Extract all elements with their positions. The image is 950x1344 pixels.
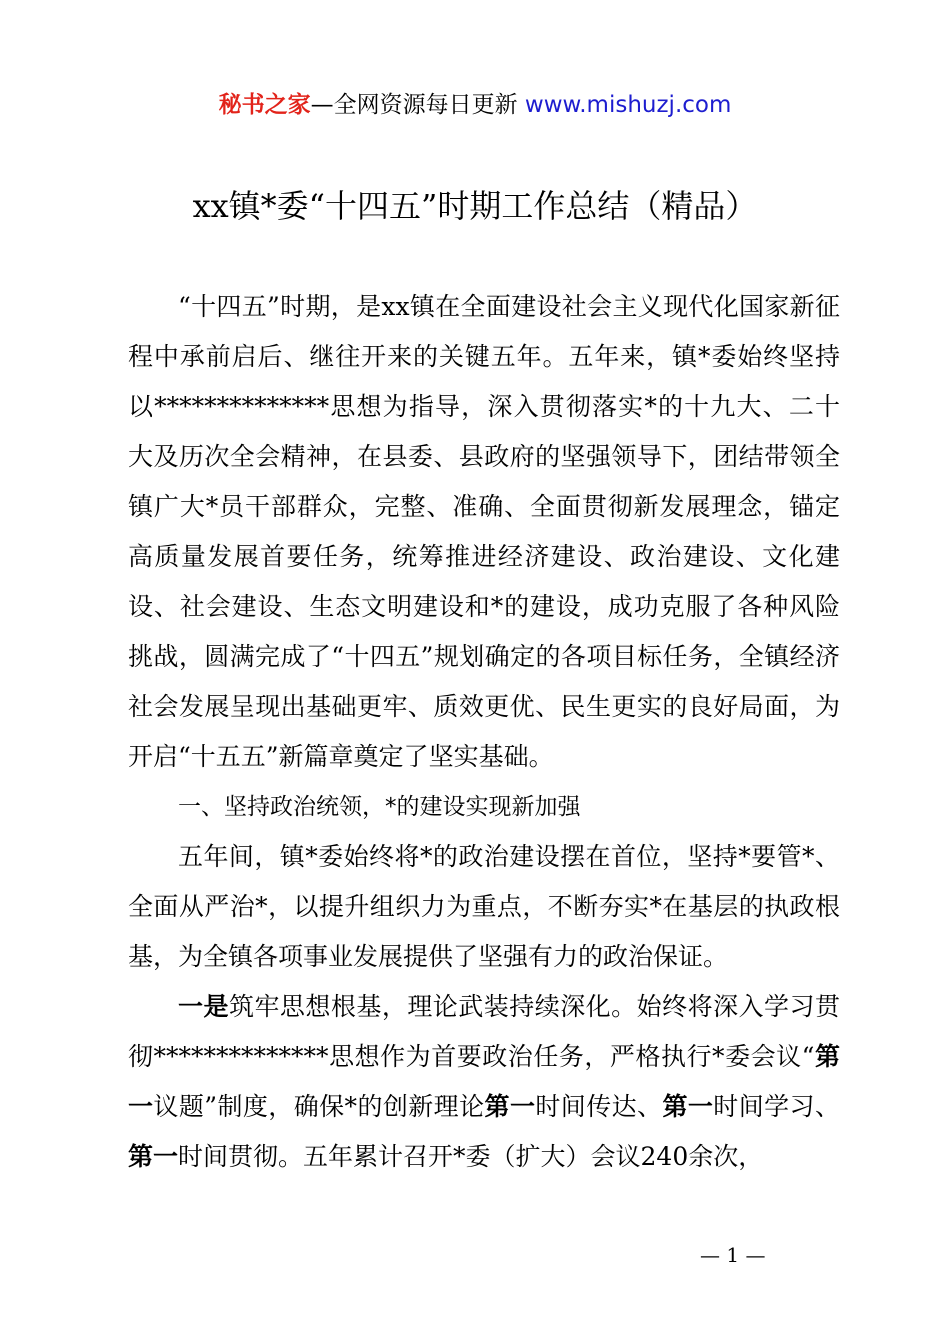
point-text: 议题”制度，确保*的创新理论 <box>153 1092 485 1121</box>
banner-brand: 秘书之家 <box>218 92 311 118</box>
point-emphasis: 第一 <box>662 1092 714 1121</box>
intro-paragraph: “十四五”时期，是xx镇在全面建设社会主义现代化国家新征程中承前启后、继往开来的关键五年。五年来，镇*委始终坚持以**************思想为指导，深入贯彻落实*的十九大、二十大及历次全会精神，在县委、县政府的坚强领导下，团结带领全镇广大*员干部群众，完整、准确、全面贯彻新发展理念，锚定高质量发展首要任务，统筹推进经济建设、政治建设、文化建设、社会建设、生态文明建设和*的建设，成功克服了各种风险挑战，圆满完成了“十四五”规划确定的各项目标任务，全镇经济社会发展呈现出基础更牢、质效更优、民生更实的良好局面，为开启“十五五”新篇章奠定了坚实基础。 <box>128 292 840 771</box>
section-paragraph: 五年间，镇*委始终将*的政治建设摆在首位，坚持*要管*、全面从严治*，以提升组织力为重点，不断夯实*在基层的执政根基，为全镇各项事业发展提供了坚强有力的政治保证。 <box>128 842 840 971</box>
point-emphasis: 第一 <box>484 1092 536 1121</box>
banner-slogan: —全网资源每日更新 <box>310 92 525 118</box>
point-lead: 一是 <box>178 992 229 1021</box>
banner-url-link[interactable]: www.mishuzj.com <box>524 92 732 118</box>
site-banner <box>0 88 950 122</box>
point-text: 时间学习、 <box>713 1092 840 1121</box>
page-number: — 1 — <box>700 1243 766 1267</box>
point-text: 筑牢思想根基，理论武装持续深化。始终将深入学习贯彻**************思想作为首要政治任务，严格执行*委会议“ <box>128 992 840 1071</box>
document-title: xx镇*委“十四五”时期工作总结（精品） <box>192 187 758 225</box>
point-emphasis: 第一 <box>128 1142 179 1171</box>
section-heading: 一、坚持政治统领，*的建设实现新加强 <box>178 794 581 820</box>
point-text: 时间传达、 <box>535 1092 663 1121</box>
point-emphasis: 第一 <box>128 1042 840 1121</box>
document-body <box>128 282 840 1182</box>
point-paragraph <box>128 982 840 1182</box>
point-text: 时间贯彻。五年累计召开*委（扩大）会议240余次， <box>178 1142 764 1171</box>
